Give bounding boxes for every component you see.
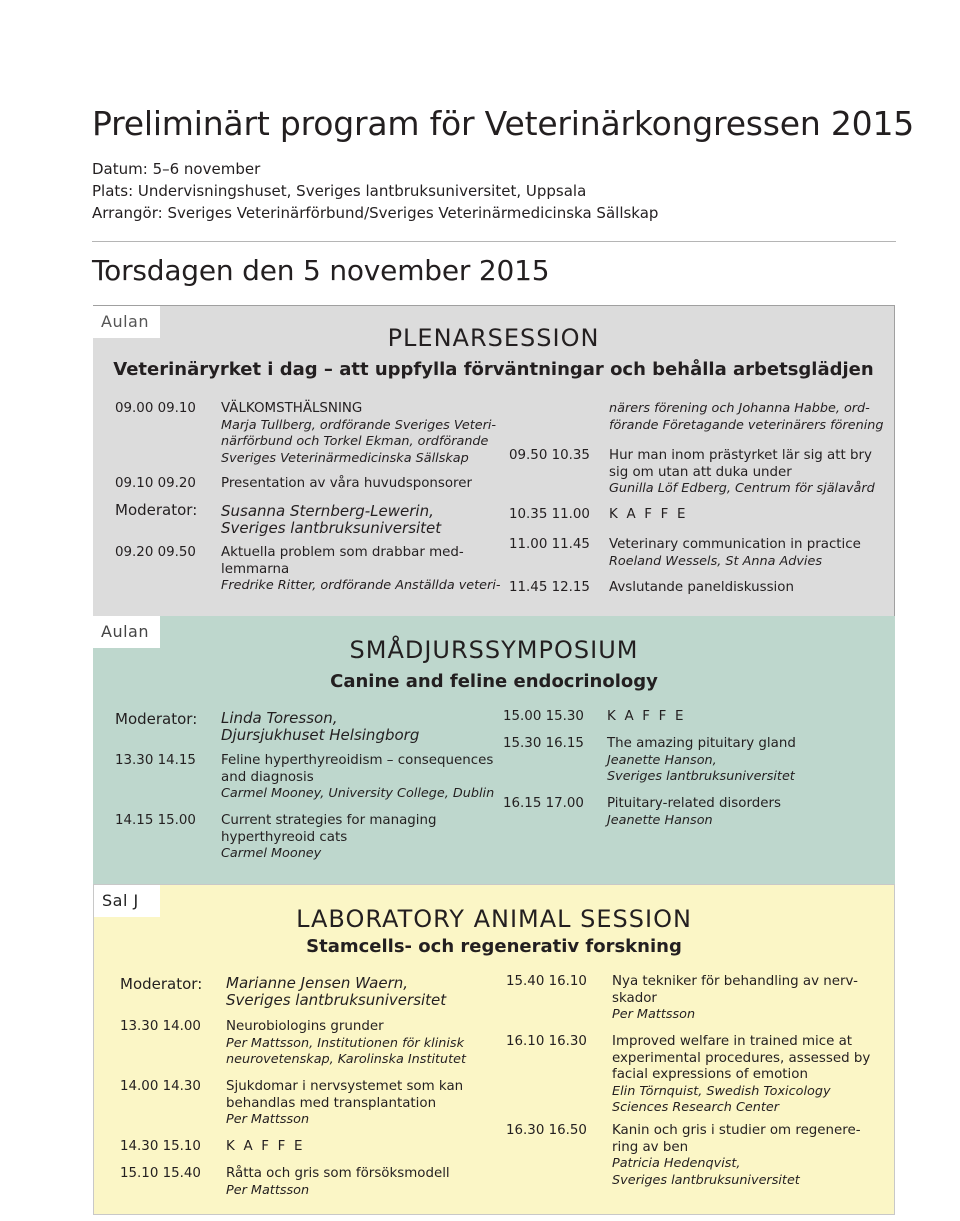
speaker-line: Sveriges lantbruksuniversitet <box>612 1172 800 1188</box>
speaker-line: Jeanette Hanson <box>607 812 713 828</box>
moderator-line: Sveriges lantbruksuniversitet <box>221 519 442 537</box>
moderator-line: Linda Toresson, <box>221 709 338 727</box>
session-title-line: experimental procedures, assessed by <box>612 1050 871 1066</box>
session-title-line: sig om utan att duka under <box>609 464 792 480</box>
speaker-line: neurovetenskap, Karolinska Institutet <box>226 1052 467 1067</box>
page-title: Preliminärt program för Veterinärkongressen 2015 <box>92 104 915 143</box>
speaker-line: Marja Tullberg, ordförande Sveriges Veteri- <box>221 417 497 433</box>
speaker-line: närförbund och Torkel Ekman, ordförande <box>221 434 489 449</box>
session-time: 09.50 10.35 <box>509 448 590 463</box>
session-title-line: Improved welfare in trained mice at <box>612 1034 853 1049</box>
session-time: 14.15 15.00 <box>115 813 196 828</box>
speaker-line: Sveriges Veterinärmedicinska Sällskap <box>221 450 469 466</box>
section-subheading: Canine and feline endocrinology <box>330 671 658 692</box>
session-title-line: behandlas med transplantation <box>226 1095 437 1111</box>
session-details <box>609 401 884 434</box>
room-label: Aulan <box>93 306 160 338</box>
session-title-line: The amazing pituitary gland <box>607 736 796 751</box>
plenary-section <box>93 305 895 616</box>
session-time: 16.15 17.00 <box>503 796 584 811</box>
session-details <box>221 753 494 803</box>
session-time: 09.20 09.50 <box>115 545 196 560</box>
session-details <box>609 580 794 597</box>
session-details <box>226 1139 305 1156</box>
session-details <box>607 796 781 829</box>
speaker-line: Roeland Wessels, St Anna Advies <box>609 553 823 569</box>
moderator-line: Djursjukhuset Helsingborg <box>221 726 420 744</box>
session-time: 15.30 16.15 <box>503 736 584 751</box>
section-subheading: Veterinäryrket i dag – att uppfylla förväntningar och behålla arbetsglädjen <box>113 359 874 380</box>
speaker-line: Fredrike Ritter, ordförande Anställda veteri- <box>221 578 501 593</box>
session-details <box>612 1034 870 1117</box>
session-title-line: Nya tekniker för behandling av nerv- <box>612 974 858 989</box>
session-time: 11.45 12.15 <box>509 580 590 595</box>
section-heading: SMÅDJURSSYMPOSIUM <box>349 636 639 664</box>
session-time: 16.30 16.50 <box>506 1123 587 1138</box>
session-title-line: Sjukdomar i nervsystemet som kan <box>226 1079 464 1094</box>
session-time: 13.30 14.15 <box>115 753 196 768</box>
speaker-line: Carmel Mooney <box>221 846 322 861</box>
room-label: Aulan <box>93 616 160 648</box>
session-title-line: Neurobiologins grunder <box>226 1019 384 1034</box>
session-time: 10.35 11.00 <box>509 507 590 522</box>
session-time: 09.10 09.20 <box>115 476 196 491</box>
session-details <box>609 537 861 570</box>
session-title-line: K A F F E <box>609 507 688 522</box>
session-details <box>612 974 858 1024</box>
session-details <box>607 736 796 786</box>
moderator-label: Moderator: <box>120 975 203 993</box>
session-time: 15.10 15.40 <box>120 1166 201 1181</box>
meta-organizer: Arrangör: Sveriges Veterinärförbund/Sveriges Veterinärmedicinska Sällskap <box>92 204 659 222</box>
session-time: 15.00 15.30 <box>503 709 584 724</box>
session-title-line: Pituitary-related disorders <box>607 796 781 811</box>
session-details <box>609 507 688 524</box>
session-details <box>221 813 437 863</box>
section-heading: PLENARSESSION <box>387 324 600 352</box>
session-details <box>226 1166 450 1199</box>
moderator-label: Moderator: <box>115 501 198 519</box>
session-title-line: VÄLKOMSTHÄLSNING <box>221 401 363 416</box>
session-title-line: hyperthyreoid cats <box>221 829 348 845</box>
session-title-line: Kanin och gris i studier om regenere- <box>612 1123 861 1138</box>
session-time: 11.00 11.45 <box>509 537 590 552</box>
meta-venue: Plats: Undervisningshuset, Sveriges lantbruksuniversitet, Uppsala <box>92 182 587 200</box>
session-details <box>612 1123 861 1189</box>
speaker-line: Per Mattsson, Institutionen för klinisk <box>226 1035 464 1051</box>
divider <box>92 241 896 242</box>
session-details <box>226 1019 466 1069</box>
session-details <box>609 448 875 498</box>
session-details <box>607 709 686 726</box>
speaker-line: Elin Törnquist, Swedish Toxicology <box>612 1083 831 1099</box>
speaker-line: Sciences Research Center <box>612 1100 780 1115</box>
session-title-line: Råtta och gris som försöksmodell <box>226 1166 450 1181</box>
session-title-line: Veterinary communication in practice <box>609 537 861 552</box>
section-heading: LABORATORY ANIMAL SESSION <box>296 905 692 933</box>
session-title-line: Current strategies for managing <box>221 813 437 828</box>
day-title: Torsdagen den 5 november 2015 <box>92 254 550 287</box>
speaker-line: Per Mattsson <box>226 1182 310 1198</box>
session-title-line: Presentation av våra huvudsponsorer <box>221 476 473 491</box>
session-title-line: and diagnosis <box>221 769 314 785</box>
small-animal-section <box>93 616 895 884</box>
session-time: 14.30 15.10 <box>120 1139 201 1154</box>
session-time: 13.30 14.00 <box>120 1019 201 1034</box>
session-details <box>221 545 501 595</box>
session-title-line: Aktuella problem som drabbar med- <box>221 545 464 560</box>
speaker-line: närers förening och Johanna Habbe, ord- <box>609 401 870 416</box>
session-title-line: K A F F E <box>607 709 686 724</box>
speaker-line: Gunilla Löf Edberg, Centrum för själavård <box>609 481 875 496</box>
session-title-line: Feline hyperthyreoidism – consequences <box>221 753 494 768</box>
moderator-name <box>226 975 446 1009</box>
event-meta <box>92 158 658 224</box>
laboratory-section <box>93 884 895 1215</box>
session-title-line: facial expressions of emotion <box>612 1067 808 1082</box>
speaker-line: Carmel Mooney, University College, Dublin <box>221 786 495 801</box>
moderator-label: Moderator: <box>115 710 198 728</box>
session-time: 14.00 14.30 <box>120 1079 201 1094</box>
session-details <box>221 476 472 493</box>
moderator-line: Marianne Jensen Waern, <box>226 974 409 992</box>
session-title-line: lemmarna <box>221 561 290 577</box>
session-time: 09.00 09.10 <box>115 401 196 416</box>
session-title-line: Avslutande paneldiskussion <box>609 580 794 595</box>
speaker-line: Per Mattsson <box>226 1112 310 1127</box>
speaker-line: Patricia Hedenqvist, <box>612 1156 741 1171</box>
session-title-line: ring av ben <box>612 1139 689 1155</box>
session-time: 16.10 16.30 <box>506 1034 587 1049</box>
session-title-line: Hur man inom prästyrket lär sig att bry <box>609 448 872 463</box>
moderator-name <box>221 503 441 537</box>
room-label: Sal J <box>94 885 160 917</box>
moderator-line: Sveriges lantbruksuniversitet <box>226 991 447 1009</box>
session-details <box>221 401 496 467</box>
moderator-line: Susanna Sternberg-Lewerin, <box>221 502 434 520</box>
session-time: 15.40 16.10 <box>506 974 587 989</box>
meta-date: Datum: 5–6 november <box>92 160 261 178</box>
speaker-line: förande Företagande veterinärers förening <box>609 417 884 433</box>
session-details <box>226 1079 463 1129</box>
speaker-line: Sveriges lantbruksuniversitet <box>607 769 795 784</box>
session-title-line: skador <box>612 990 657 1006</box>
speaker-line: Per Mattsson <box>612 1007 696 1022</box>
section-subheading: Stamcells- och regenerativ forskning <box>306 936 682 957</box>
session-title-line: K A F F E <box>226 1139 305 1154</box>
speaker-line: Jeanette Hanson, <box>607 752 717 768</box>
moderator-name <box>221 710 419 744</box>
